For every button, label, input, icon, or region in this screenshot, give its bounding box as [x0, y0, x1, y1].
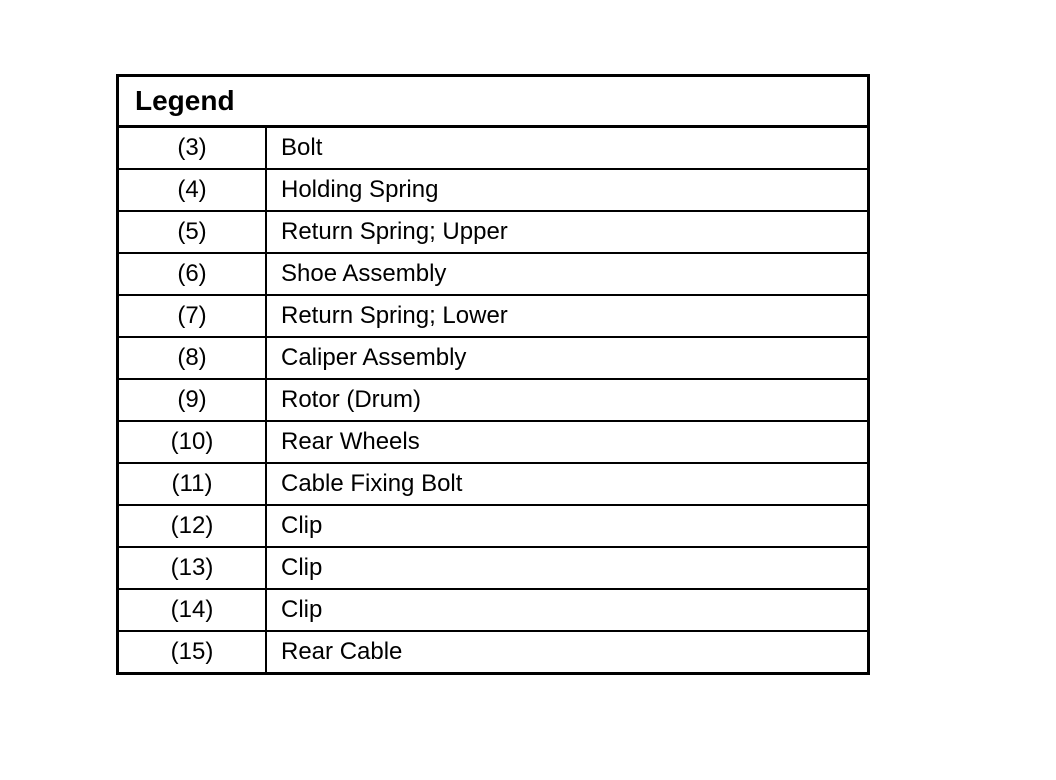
- table-row: [118, 169, 869, 211]
- item-description: Bolt: [266, 127, 869, 170]
- table-row: [118, 253, 869, 295]
- item-description: Return Spring; Upper: [266, 211, 869, 253]
- item-description: Cable Fixing Bolt: [266, 463, 869, 505]
- item-number: (14): [118, 589, 267, 631]
- item-number: (7): [118, 295, 267, 337]
- item-number: (6): [118, 253, 267, 295]
- item-number: (8): [118, 337, 267, 379]
- item-description: Clip: [266, 505, 869, 547]
- table-row: [118, 127, 869, 170]
- item-description: Rotor (Drum): [266, 379, 869, 421]
- item-description: Rear Wheels: [266, 421, 869, 463]
- item-number: (3): [118, 127, 267, 170]
- item-description: Return Spring; Lower: [266, 295, 869, 337]
- legend-header-row: [118, 76, 869, 127]
- item-number: (12): [118, 505, 267, 547]
- item-description: Shoe Assembly: [266, 253, 869, 295]
- table-row: [118, 421, 869, 463]
- item-number: (13): [118, 547, 267, 589]
- table-row: [118, 631, 869, 674]
- table-row: [118, 463, 869, 505]
- table-row: [118, 337, 869, 379]
- item-description: Holding Spring: [266, 169, 869, 211]
- table-row: [118, 547, 869, 589]
- item-description: Caliper Assembly: [266, 337, 869, 379]
- item-description: Rear Cable: [266, 631, 869, 674]
- table-row: [118, 379, 869, 421]
- item-number: (5): [118, 211, 267, 253]
- table-row: [118, 589, 869, 631]
- table-row: [118, 505, 869, 547]
- table-row: [118, 295, 869, 337]
- item-number: (4): [118, 169, 267, 211]
- item-description: Clip: [266, 547, 869, 589]
- item-description: Clip: [266, 589, 869, 631]
- legend-table: [116, 74, 870, 675]
- item-number: (10): [118, 421, 267, 463]
- legend-title: Legend: [118, 76, 869, 127]
- item-number: (11): [118, 463, 267, 505]
- item-number: (9): [118, 379, 267, 421]
- item-number: (15): [118, 631, 267, 674]
- table-row: [118, 211, 869, 253]
